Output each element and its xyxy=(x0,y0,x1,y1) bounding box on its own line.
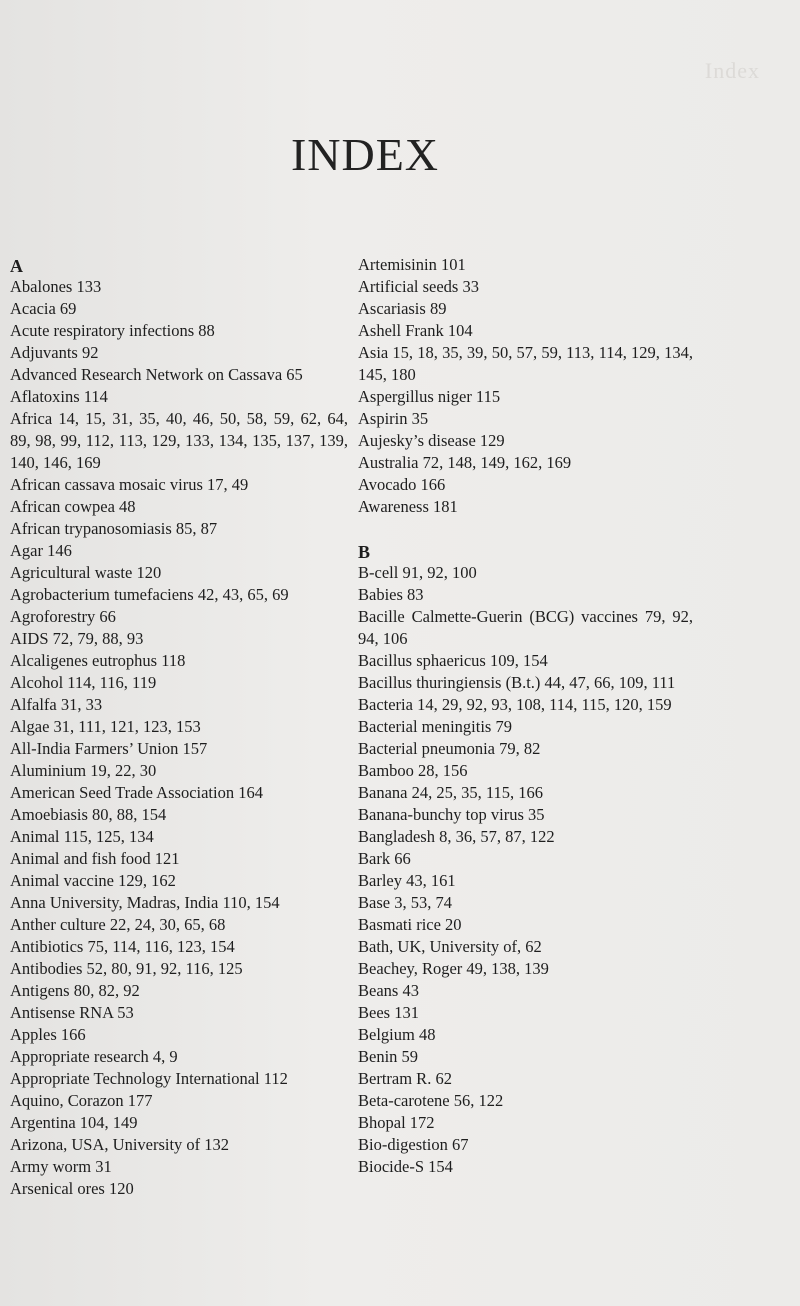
index-entry: Algae 31, 111, 121, 123, 153 xyxy=(10,717,201,736)
entry-list xyxy=(358,254,693,518)
index-entry: Bacille Calmette-Guerin (BCG) vaccines 79, 92, 94, 106 xyxy=(358,607,693,648)
index-entry: Artificial seeds 33 xyxy=(358,277,479,296)
index-entry: Agricultural waste 120 xyxy=(10,563,162,582)
index-entry: Bamboo 28, 156 xyxy=(358,761,468,780)
index-entry: Bacteria 14, 29, 92, 93, 108, 114, 115, 120, 159 xyxy=(358,695,672,714)
index-entry: Arsenical ores 120 xyxy=(10,1179,134,1198)
index-entry: Acacia 69 xyxy=(10,299,77,318)
index-entry: Australia 72, 148, 149, 162, 169 xyxy=(358,453,572,472)
index-entry: Antibiotics 75, 114, 116, 123, 154 xyxy=(10,937,235,956)
index-entry: Base 3, 53, 74 xyxy=(358,893,452,912)
index-entry: Banana 24, 25, 35, 115, 166 xyxy=(358,783,543,802)
index-entry: Arizona, USA, University of 132 xyxy=(10,1135,230,1154)
index-entry: Biocide-S 154 xyxy=(358,1157,453,1176)
index-entry: Agroforestry 66 xyxy=(10,607,116,626)
index-entry: Amoebiasis 80, 88, 154 xyxy=(10,805,167,824)
index-entry: Basmati rice 20 xyxy=(358,915,462,934)
index-entry: Acute respiratory infections 88 xyxy=(10,321,215,340)
index-entry: Awareness 181 xyxy=(358,497,458,516)
entry-list xyxy=(358,562,693,1178)
index-entry: African cowpea 48 xyxy=(10,497,136,516)
index-entry: Beta-carotene 56, 122 xyxy=(358,1091,504,1110)
index-entry: Banana-bunchy top virus 35 xyxy=(358,805,545,824)
index-entry: Animal 115, 125, 134 xyxy=(10,827,154,846)
index-entry: Babies 83 xyxy=(358,585,424,604)
index-entry: Bark 66 xyxy=(358,849,411,868)
index-entry: Benin 59 xyxy=(358,1047,419,1066)
index-entry: AIDS 72, 79, 88, 93 xyxy=(10,629,144,648)
index-entry: Bertram R. 62 xyxy=(358,1069,452,1088)
index-entry: Apples 166 xyxy=(10,1025,86,1044)
index-entry: Belgium 48 xyxy=(358,1025,436,1044)
index-entry: Bacillus sphaericus 109, 154 xyxy=(358,651,548,670)
index-entry: Bio-digestion 67 xyxy=(358,1135,469,1154)
index-entry: Adjuvants 92 xyxy=(10,343,99,362)
index-entry: Bacterial pneumonia 79, 82 xyxy=(358,739,541,758)
index-entry: Antigens 80, 82, 92 xyxy=(10,981,140,1000)
index-column-left xyxy=(10,254,348,1200)
index-entry: Africa 14, 15, 31, 35, 40, 46, 50, 58, 59, 62, 64, 89, 98, 99, 112, 113, 129, 133, 134, 135, 137, 139, 140, 146, 169 xyxy=(10,409,348,472)
index-entry: Alcohol 114, 116, 119 xyxy=(10,673,157,692)
index-entry: Agrobacterium tumefaciens 42, 43, 65, 69 xyxy=(10,585,289,604)
page-title: INDEX xyxy=(290,129,440,180)
index-entry: Artemisinin 101 xyxy=(358,255,466,274)
index-entry: Army worm 31 xyxy=(10,1157,112,1176)
index-entry: All-India Farmers’ Union 157 xyxy=(10,739,208,758)
index-entry: Bees 131 xyxy=(358,1003,419,1022)
index-entry: Beachey, Roger 49, 138, 139 xyxy=(358,959,549,978)
index-entry: Abalones 133 xyxy=(10,277,102,296)
index-entry: Anna University, Madras, India 110, 154 xyxy=(10,893,280,912)
index-entry: Avocado 166 xyxy=(358,475,446,494)
index-entry: Barley 43, 161 xyxy=(358,871,456,890)
section-letter-a: A xyxy=(10,256,23,276)
index-entry: Advanced Research Network on Cassava 65 xyxy=(10,365,303,384)
index-entry: Aujesky’s disease 129 xyxy=(358,431,505,450)
index-entry: Antisense RNA 53 xyxy=(10,1003,134,1022)
index-entry: Alcaligenes eutrophus 118 xyxy=(10,651,186,670)
index-entry: Agar 146 xyxy=(10,541,72,560)
index-entry: Appropriate research 4, 9 xyxy=(10,1047,178,1066)
index-entry: African cassava mosaic virus 17, 49 xyxy=(10,475,249,494)
index-entry: Bacterial meningitis 79 xyxy=(358,717,512,736)
index-entry: Argentina 104, 149 xyxy=(10,1113,138,1132)
index-entry: Aspergillus niger 115 xyxy=(358,387,501,406)
index-entry: Animal and fish food 121 xyxy=(10,849,180,868)
index-entry: Ashell Frank 104 xyxy=(358,321,473,340)
bleed-through-header: Index xyxy=(704,58,760,83)
index-entry: Anther culture 22, 24, 30, 65, 68 xyxy=(10,915,226,934)
index-column-right xyxy=(358,254,693,1178)
index-entry: Bhopal 172 xyxy=(358,1113,435,1132)
index-entry: Beans 43 xyxy=(358,981,419,1000)
section-letter-b: B xyxy=(358,542,371,562)
index-entry: Antibodies 52, 80, 91, 92, 116, 125 xyxy=(10,959,243,978)
index-entry: B-cell 91, 92, 100 xyxy=(358,563,477,582)
index-entry: Bangladesh 8, 36, 57, 87, 122 xyxy=(358,827,555,846)
index-entry: American Seed Trade Association 164 xyxy=(10,783,263,802)
index-entry: Asia 15, 18, 35, 39, 50, 57, 59, 113, 114, 129, 134, 145, 180 xyxy=(358,343,693,384)
index-entry: African trypanosomiasis 85, 87 xyxy=(10,519,218,538)
section-gap xyxy=(358,518,693,540)
index-entry: Aspirin 35 xyxy=(358,409,429,428)
index-entry: Alfalfa 31, 33 xyxy=(10,695,103,714)
index-entry: Animal vaccine 129, 162 xyxy=(10,871,176,890)
index-entry: Ascariasis 89 xyxy=(358,299,447,318)
index-entry: Bacillus thuringiensis (B.t.) 44, 47, 66, 109, 111 xyxy=(358,673,676,692)
index-entry: Aflatoxins 114 xyxy=(10,387,108,406)
index-entry: Bath, UK, University of, 62 xyxy=(358,937,542,956)
index-entry: Aluminium 19, 22, 30 xyxy=(10,761,157,780)
index-entry: Appropriate Technology International 112 xyxy=(10,1069,288,1088)
index-entry: Aquino, Corazon 177 xyxy=(10,1091,153,1110)
entry-list xyxy=(10,276,348,1200)
